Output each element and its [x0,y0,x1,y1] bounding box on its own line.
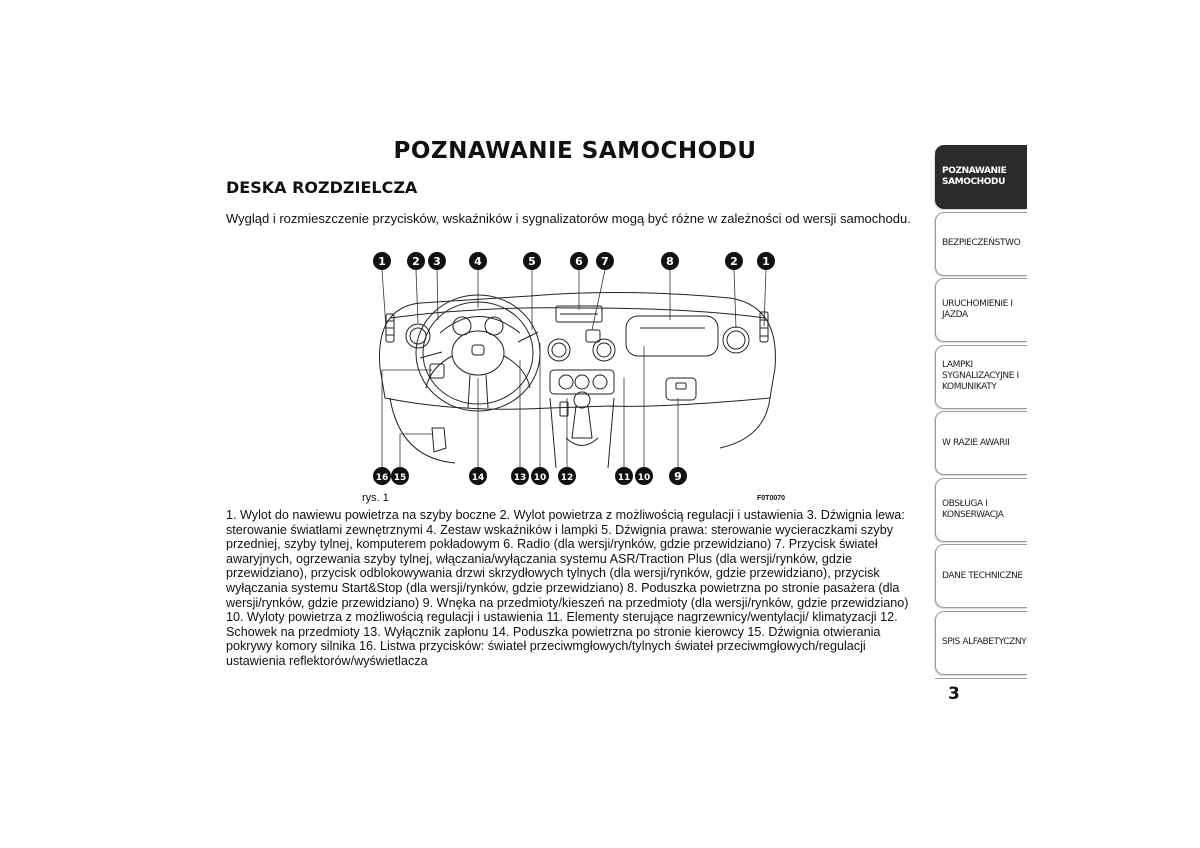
callout-bottom-label-6: 12 [560,473,574,483]
tab-bezpieczenstwo[interactable]: BEZPIECZEŃSTWO [935,212,1027,276]
callout-top-label-7: 7 [601,255,609,268]
callout-bottom-label-1: 16 [375,473,389,483]
tab-w-razie-awarii[interactable]: W RAZIE AWARII [935,411,1027,475]
callout-bottom-label-5: 10 [533,473,547,483]
page-number: 3 [948,684,960,704]
callout-bottom-label-8: 10 [637,473,651,483]
tab-spis-alfabetyczny[interactable]: SPIS ALFABETYCZNY [935,611,1027,675]
callout-top-label-4: 4 [474,255,482,268]
callout-top-label-6: 6 [575,255,583,268]
chapter-tabs [935,145,1027,677]
tab-uruchomienie-i-jazda[interactable]: URUCHOMIENIE I JAZDA [935,278,1027,342]
callout-bottom-label-9: 9 [674,470,682,483]
tab-lampki-sygnalizacyjne[interactable]: LAMPKI SYGNALIZACYJNE I KOMUNIKATY [935,345,1027,409]
callout-top-label-2: 2 [412,255,420,268]
tab-obsluga-i-konserwacja[interactable]: OBSŁUGA I KONSERWACJA [935,478,1027,542]
page-title: POZNAWANIE SAMOCHODU [393,138,757,164]
callout-bottom-label-3: 14 [471,473,485,483]
callout-bottom-label-2: 15 [393,473,407,483]
legend-description: 1. Wylot do nawiewu powietrza na szyby boczne 2. Wylot powietrza z możliwością regulacji i ustawienia 3. Dźwignia lewa: sterowanie światłami zewnętrznymi 4. Zestaw wskaźników i lampki 5. Dźwignia prawa: sterowanie wycieraczkami szyby przedniej, szyby tylnej, komputerem pokładowym 6. Radio (dla wersji/rynków, gdzie przewidziano) 7. Przycisk świateł awaryjnych, ogrzewania szyby tylnej, włączania/wyłączania systemu ASR/Traction Plus (dla wersji/rynków, gdzie przewidziano), przycisk odblokowywania drzwi skrzydłowych tylnych (dla wersji/rynków, gdzie przewidziano), przycisk wyłączania systemu Start&Stop (dla wersji/rynków, gdzie przewidziano) 8. Poduszka powietrzna po stronie pasażera (dla wersji/rynków, gdzie przewidziano) 9. Wnęka na przedmioty/kieszeń na przedmioty (dla wersji/rynków, gdzie przewidziano) 10. Wyloty powietrza z możliwością regulacji i ustawienia 11. Elementy sterujące nagrzewnicy/wentylacji/ klimatyzacji 12. Schowek na przedmioty 13. Wyłącznik zapłonu 14. Poduszka powietrzna po stronie kierowcy 15. Dźwignia otwierania pokrywy komory silnika 16. Listwa przycisków: świateł przeciwmgłowych/tylnych świateł przeciwmgłowych/regulacji ustawienia reflektorów/wyświetlacza [226,508,909,668]
tab-poznawanie-samochodu[interactable]: POZNAWANIE SAMOCHODU [935,145,1027,209]
figure-code: F0T0070 [757,495,786,502]
callout-top-label-5: 5 [528,255,536,268]
figure-caption: rys. 1 [362,492,389,504]
tabs-divider [935,678,1027,679]
callout-bottom-label-4: 13 [513,473,527,483]
callout-top-label-10: 1 [762,255,770,268]
callout-top-label-9: 2 [730,255,738,268]
dashboard-figure [360,248,800,488]
section-title: DESKA ROZDZIELCZA [226,178,418,197]
callout-top-label-8: 8 [666,255,674,268]
callout-bottom-label-7: 11 [617,473,631,483]
intro-paragraph: Wygląd i rozmieszczenie przycisków, wskaźników i sygnalizatorów mogą być różne w zależności od wersji samochodu. [226,211,911,226]
callout-top-label-3: 3 [433,255,441,268]
dashboard-illustration [360,248,800,488]
tab-dane-techniczne[interactable]: DANE TECHNICZNE [935,544,1027,608]
callout-top-label-1: 1 [378,255,386,268]
